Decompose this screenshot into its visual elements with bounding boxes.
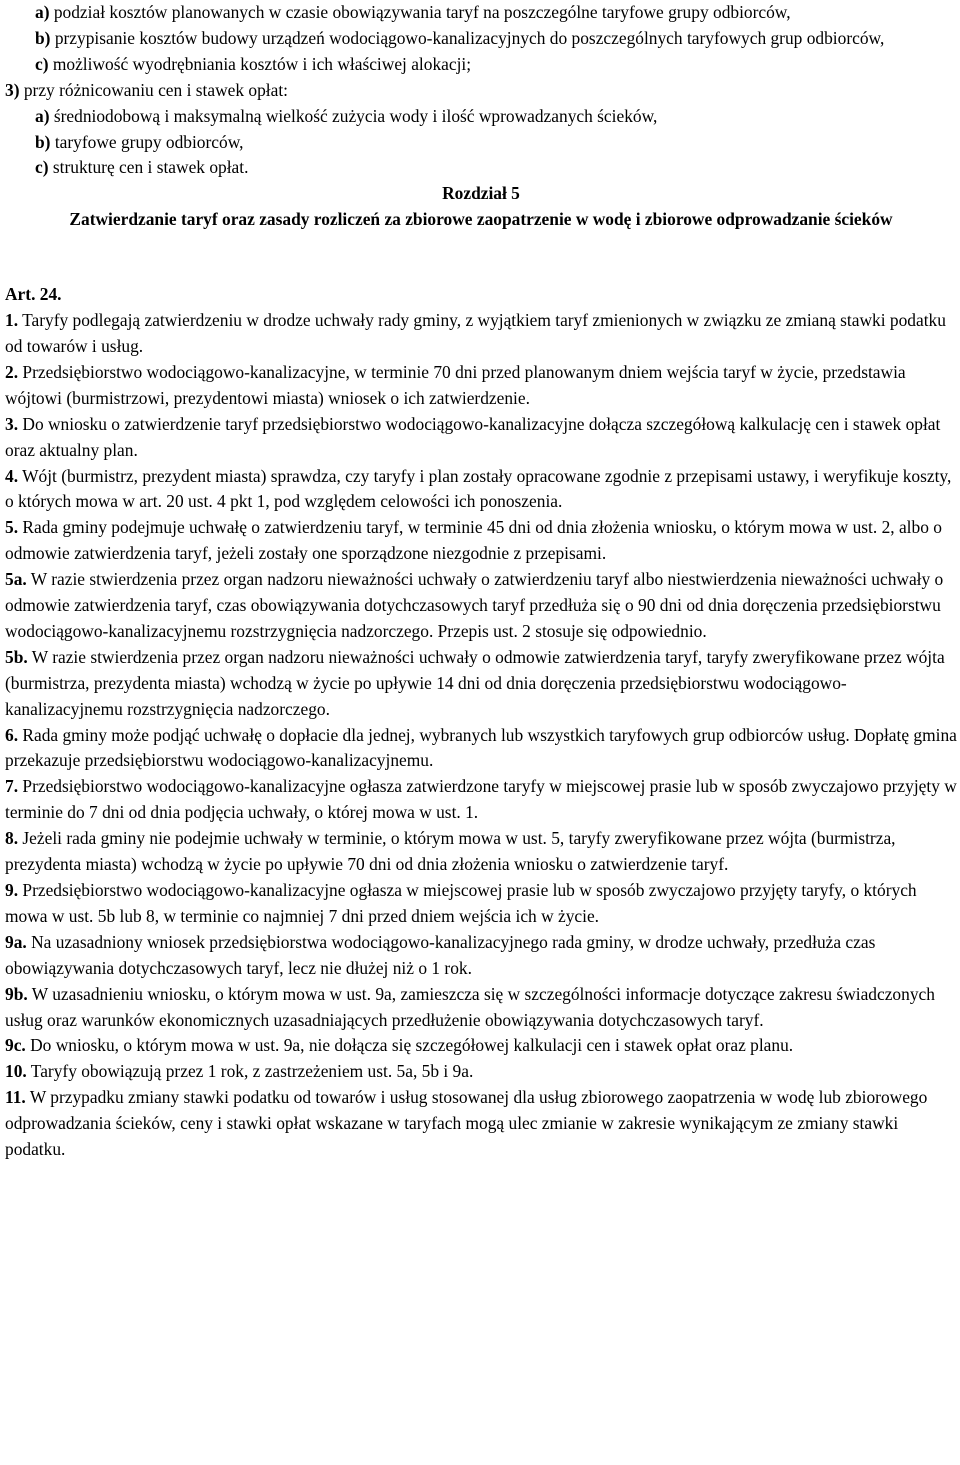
intro-item: [5, 130, 957, 156]
paragraph-text: Przedsiębiorstwo wodociągowo-kanalizacyjne ogłasza w miejscowej prasie lub w sposób zwyczajowo przyjęty taryfy, o których mowa w ust. 5b lub 8, w terminie co najmniej 7 dni przed dniem wejścia ich w życie.: [5, 880, 917, 926]
paragraph-number: 11.: [5, 1087, 26, 1108]
article-paragraph: [5, 412, 957, 464]
intro-item-marker: c): [35, 157, 49, 178]
article-paragraph: [5, 515, 957, 567]
intro-item-text: taryfowe grupy odbiorców,: [50, 131, 244, 152]
paragraph-number: 5.: [5, 517, 19, 538]
paragraph-text: Do wniosku, o którym mowa w ust. 9a, nie dołącza się szczegółowej kalkulacji cen i stawek opłat oraz planu.: [25, 1035, 794, 1056]
paragraph-number: 9c.: [5, 1035, 26, 1056]
intro-item-text: średniodobową i maksymalną wielkość zużycia wody i ilość wprowadzanych ścieków,: [49, 105, 658, 126]
intro-item-text: możliwość wyodrębniania kosztów i ich właściwej alokacji;: [48, 53, 472, 74]
paragraph-number: 10.: [5, 1061, 27, 1082]
document-page: [5, 0, 957, 1163]
paragraph-text: Taryfy obowiązują przez 1 rok, z zastrzeżeniem ust. 5a, 5b i 9a.: [26, 1061, 474, 1082]
intro-item-marker: c): [35, 53, 49, 74]
intro-item-marker: b): [35, 27, 51, 48]
article-paragraph: [5, 1059, 957, 1085]
intro-list: [5, 0, 957, 181]
intro-item: [5, 0, 957, 26]
paragraph-text: W razie stwierdzenia przez organ nadzoru nieważności uchwały o odmowie zatwierdzenia taryf, taryfy zweryfikowane przez wójta (burmistrza, prezydenta miasta) wchodzą w życie po upływie 14 dni od dnia doręczenia przedsiębiorstwu wodociągowo-kanalizacyjnemu rozstrzygnięcia nadzorczego.: [5, 646, 945, 719]
article-paragraph: [5, 645, 957, 723]
intro-item: [5, 155, 957, 181]
intro-item-text: strukturę cen i stawek opłat.: [48, 157, 249, 178]
article-paragraph: [5, 308, 957, 360]
paragraph-text: Na uzasadniony wniosek przedsiębiorstwa wodociągowo-kanalizacyjnego rada gminy, w drodze uchwały, przedłuża czas obowiązywania dotychczasowych taryf, lecz nie dłużej niż o 1 rok.: [5, 931, 876, 978]
intro-item: [5, 78, 957, 104]
intro-item-marker: a): [35, 105, 50, 126]
article-paragraph: [5, 878, 957, 930]
paragraph-text: Przedsiębiorstwo wodociągowo-kanalizacyjne ogłasza zatwierdzone taryfy w miejscowej prasie lub w sposób zwyczajowo przyjęty w terminie do 7 dni od dnia podjęcia uchwały, o której mowa w ust. 1.: [5, 776, 957, 823]
chapter-number: Rozdział 5: [442, 183, 520, 204]
paragraph-text: W przypadku zmiany stawki podatku od towarów i usług stosowanej dla usług zbiorowego zaopatrzenia w wodę lub zbiorowego odprowadzania ścieków, ceny i stawki opłat wskazane w taryfach mogą ulec zmianie w zakresie wynikającym ze zmiany stawki podatku.: [5, 1087, 928, 1160]
paragraph-number: 6.: [5, 724, 19, 745]
paragraph-number: 2.: [5, 361, 19, 382]
paragraph-number: 1.: [5, 310, 19, 331]
paragraph-text: W uzasadnieniu wniosku, o którym mowa w ust. 9a, zamieszcza się w szczególności informacje dotyczące zakresu świadczonych usług oraz warunków ekonomicznych uzasadniających przedłużenie obowiązywania dotychczasowych taryf.: [5, 983, 935, 1030]
paragraph-text: Rada gminy podejmuje uchwałę o zatwierdzeniu taryf, w terminie 45 dni od dnia złożenia wniosku, o którym mowa w ust. 2, albo o odmowie zatwierdzenia taryf, jeżeli zostały one sporządzone niezgodnie z przepisami.: [5, 517, 942, 564]
paragraph-number: 8.: [5, 828, 19, 849]
article-paragraphs: [5, 308, 957, 1163]
paragraph-number: 5a.: [5, 569, 27, 590]
article-paragraph: [5, 1033, 957, 1059]
article-paragraph: [5, 1085, 957, 1163]
paragraph-number: 3.: [5, 413, 19, 434]
paragraph-text: Jeżeli rada gminy nie podejmie uchwały w terminie, o którym mowa w ust. 5, taryfy zweryfikowane przez wójta (burmistrza, prezydenta miasta) wchodzą w życie po upływie 70 dni od dnia złożenia wniosku o zatwierdzenie taryf.: [5, 828, 896, 875]
paragraph-number: 9.: [5, 880, 19, 900]
article-paragraph: [5, 723, 957, 775]
article-paragraph: [5, 567, 957, 645]
paragraph-text: W razie stwierdzenia przez organ nadzoru nieważności uchwały o zatwierdzeniu taryf albo niestwierdzenia nieważności uchwały o odmowie zatwierdzenia taryf, czas obowiązywania dotychczasowych taryf przedłuża się o 90 dni od dnia doręczenia przedsiębiorstwu wodociągowo-kanalizacyjnemu rozstrzygnięcia nadzorczego. Przepis ust. 2 stosuje się odpowiednio.: [5, 569, 944, 641]
intro-item-marker: a): [35, 2, 50, 22]
paragraph-number: 9b.: [5, 983, 28, 1004]
paragraph-number: 9a.: [5, 931, 27, 952]
article-heading: Art. 24.: [5, 284, 62, 305]
article-paragraph: [5, 982, 957, 1034]
paragraph-number: 5b.: [5, 646, 28, 667]
intro-item: [5, 104, 957, 130]
paragraph-text: Rada gminy może podjąć uchwałę o dopłacie dla jednej, wybranych lub wszystkich taryfowych grup odbiorców usług. Dopłatę gmina przekazuje przedsiębiorstwu wodociągowo-kanalizacyjnemu.: [5, 724, 957, 771]
article-paragraph: [5, 826, 957, 878]
article-paragraph: [5, 930, 957, 982]
article-paragraph: [5, 360, 957, 412]
intro-item: [5, 52, 957, 78]
paragraph-number: 4.: [5, 465, 19, 486]
paragraph-text: Taryfy podlegają zatwierdzeniu w drodze uchwały rady gminy, z wyjątkiem taryf zmienionych w związku ze zmianą stawki podatku od towarów i usług.: [5, 310, 946, 356]
chapter-title: Zatwierdzanie taryf oraz zasady rozliczeń za zbiorowe zaopatrzenie w wodę i zbiorowe odprowadzanie ścieków: [69, 209, 893, 230]
article-paragraph: [5, 774, 957, 826]
paragraph-number: 7.: [5, 776, 19, 797]
intro-item-marker: 3): [5, 79, 20, 100]
intro-item-text: przypisanie kosztów budowy urządzeń wodociągowo-kanalizacyjnych do poszczególnych taryfowych grup odbiorców,: [50, 27, 885, 48]
intro-item-text: podział kosztów planowanych w czasie obowiązywania taryf na poszczególne taryfowe grupy odbiorców,: [49, 2, 791, 22]
paragraph-text: Do wniosku o zatwierdzenie taryf przedsiębiorstwo wodociągowo-kanalizacyjne dołącza szczegółową kalkulację cen i stawek opłat oraz aktualny plan.: [5, 413, 941, 460]
paragraph-text: Wójt (burmistrz, prezydent miasta) sprawdza, czy taryfy i plan zostały opracowane zgodnie z przepisami ustawy, i weryfikuje koszty, o których mowa w art. 20 ust. 4 pkt 1, pod względem celowości ich ponoszenia.: [5, 465, 952, 512]
paragraph-text: Przedsiębiorstwo wodociągowo-kanalizacyjne, w terminie 70 dni przed planowanym dniem wejścia taryf w życie, przedstawia wójtowi (burmistrzowi, prezydentowi miasta) wniosek o ich zatwierdzenie.: [5, 361, 906, 408]
article-paragraph: [5, 464, 957, 516]
intro-item-text: przy różnicowaniu cen i stawek opłat:: [19, 79, 288, 100]
intro-item-marker: b): [35, 131, 51, 152]
intro-item: [5, 26, 957, 52]
chapter-heading: [5, 181, 957, 233]
